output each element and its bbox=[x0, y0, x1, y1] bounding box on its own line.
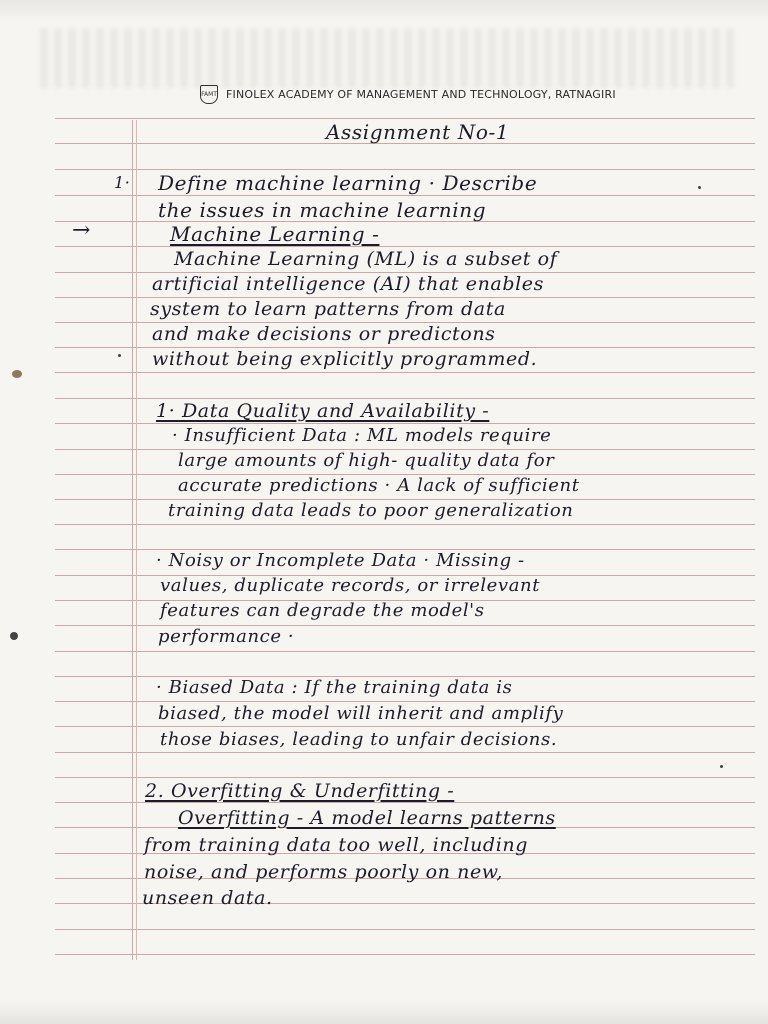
arrow-icon: → bbox=[72, 218, 92, 243]
ruled-line bbox=[55, 777, 755, 778]
assignment-title: Assignment No-1 bbox=[326, 120, 510, 144]
definition-line: without being explicitly programmed. bbox=[152, 348, 538, 370]
issue-2-line: unseen data. bbox=[142, 887, 273, 909]
issue-2-line: Overfitting - A model learns patterns bbox=[178, 807, 556, 829]
margin-line bbox=[132, 120, 133, 960]
definition-line: artificial intelligence (AI) that enables bbox=[152, 273, 544, 295]
institution-logo bbox=[200, 85, 218, 104]
issue-2-line: noise, and performs poorly on new, bbox=[144, 861, 504, 883]
issue-1-heading: 1· Data Quality and Availability - bbox=[156, 400, 490, 422]
page-bottom-edge bbox=[0, 1000, 768, 1024]
ruled-line bbox=[55, 195, 755, 196]
institution-name: FINOLEX ACADEMY OF MANAGEMENT AND TECHNOLOGY, RATNAGIRI bbox=[226, 87, 616, 101]
ruled-line bbox=[55, 118, 755, 119]
ruled-line bbox=[55, 372, 755, 373]
ink-dot bbox=[118, 354, 121, 357]
issue-point-line: large amounts of high- quality data for bbox=[178, 450, 555, 471]
issue-point-line: those biases, leading to unfair decisions. bbox=[160, 729, 558, 750]
ink-dot bbox=[698, 186, 701, 189]
issue-2-line: from training data too well, including bbox=[144, 834, 528, 856]
ruled-line bbox=[55, 929, 755, 930]
logo-text: FAMT bbox=[201, 90, 217, 98]
issue-point-line: values, duplicate records, or irrelevant bbox=[160, 575, 541, 596]
issue-2-heading: 2. Overfitting & Underfitting - bbox=[145, 780, 455, 802]
ruled-line bbox=[55, 752, 755, 753]
definition-line: Machine Learning (ML) is a subset of bbox=[174, 248, 558, 270]
issue-point-line: performance · bbox=[158, 626, 295, 647]
ruled-line bbox=[55, 651, 755, 652]
ruled-line bbox=[55, 954, 755, 955]
issue-point-line: biased, the model will inherit and amplify bbox=[158, 703, 564, 724]
paper-stain bbox=[12, 370, 22, 378]
bleed-through-ghost bbox=[40, 28, 740, 88]
margin-line-inner bbox=[136, 120, 137, 960]
definition-line: system to learn patterns from data bbox=[150, 298, 506, 320]
definition-heading: Machine Learning - bbox=[170, 222, 380, 246]
question-line-1: Define machine learning · Describe bbox=[158, 171, 538, 195]
paper-speck bbox=[10, 632, 18, 640]
issue-point-line: features can degrade the model's bbox=[160, 600, 485, 621]
issue-point-line: · Noisy or Incomplete Data · Missing - bbox=[156, 550, 525, 571]
issue-point-line: accurate predictions · A lack of sufficient bbox=[178, 475, 580, 496]
ruled-line bbox=[55, 726, 755, 727]
issue-point-line: · Insufficient Data : ML models require bbox=[172, 425, 552, 446]
ruled-line bbox=[55, 169, 755, 170]
page-top-edge bbox=[0, 0, 768, 22]
issue-point-line: training data leads to poor generalization bbox=[168, 500, 574, 521]
page-header bbox=[200, 83, 616, 105]
ruled-line bbox=[55, 524, 755, 525]
ink-dot bbox=[720, 765, 723, 768]
question-line-2: the issues in machine learning bbox=[158, 198, 487, 222]
definition-line: and make decisions or predictons bbox=[152, 323, 496, 345]
issue-point-line: · Biased Data : If the training data is bbox=[156, 677, 513, 698]
question-number: 1· bbox=[114, 173, 131, 192]
